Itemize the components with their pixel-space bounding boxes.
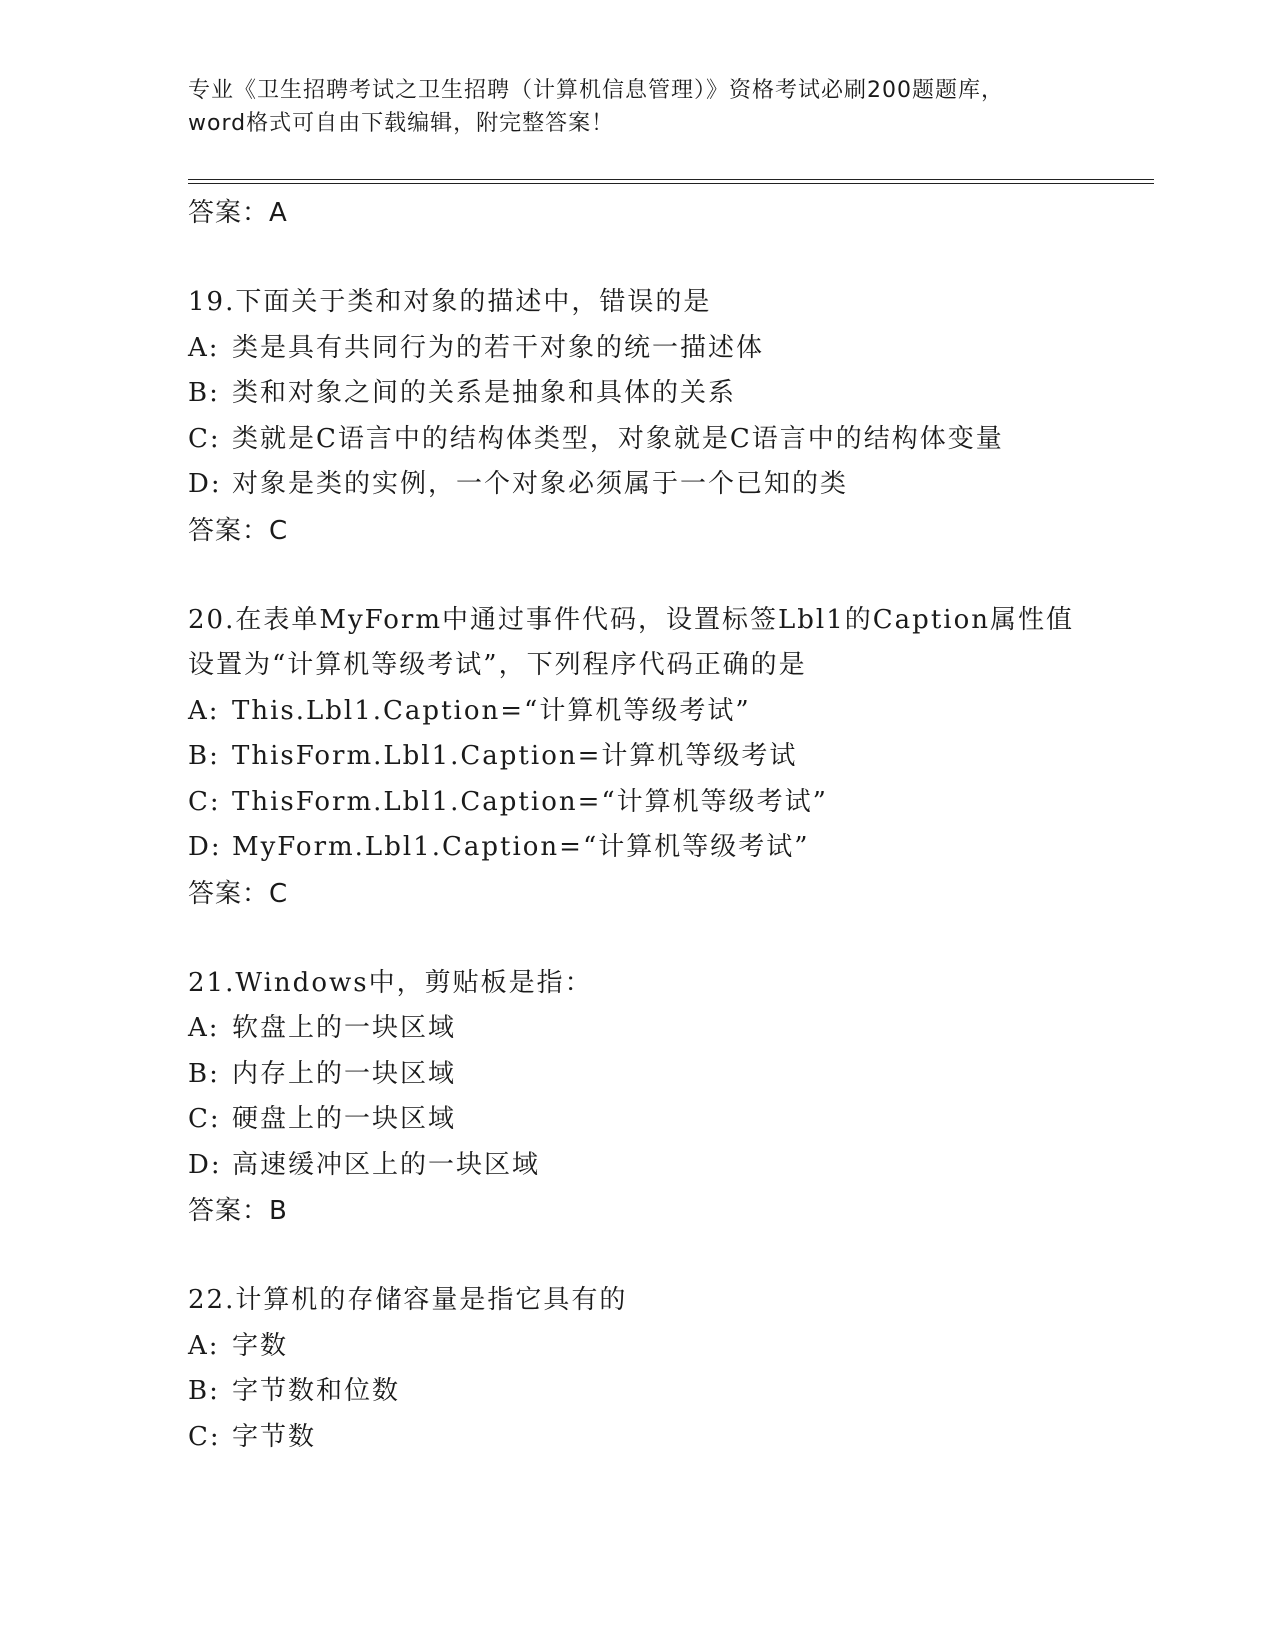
spacer: [188, 1234, 1168, 1278]
option-label: A:: [188, 695, 220, 726]
option-row: [188, 1415, 1168, 1461]
option-text: 对象是类的实例，一个对象必须属于一个已知的类: [232, 469, 849, 499]
option-label: C:: [188, 1104, 221, 1134]
header-divider-bottom: [188, 183, 1154, 184]
option-text: 字节数和位数: [232, 1376, 401, 1406]
option-row: [188, 1052, 1168, 1098]
question-block: [188, 598, 1168, 917]
option-text: 字节数: [232, 1421, 317, 1452]
option-label: A:: [188, 332, 220, 363]
option-row: [188, 1143, 1168, 1189]
question-stem: 19.下面关于类和对象的描述中，错误的是: [188, 287, 712, 317]
option-row: [188, 417, 1168, 463]
option-text: ThisForm.Lbl1.Caption=“计算机等级考试”: [232, 786, 828, 817]
document-header: [188, 74, 1088, 140]
option-label: B:: [188, 741, 220, 771]
option-label: C:: [188, 1421, 221, 1452]
option-row: [188, 780, 1168, 826]
question-block: [188, 961, 1168, 1235]
option-text: 高速缓冲区上的一块区域: [232, 1149, 541, 1180]
question-stem: 20.在表单MyForm中通过事件代码，设置标签Lbl1的Caption属性值: [188, 604, 1074, 635]
option-row: [188, 1369, 1168, 1415]
question-block: [188, 1278, 1168, 1460]
answer-line: 答案：B: [188, 1196, 288, 1226]
spacer: [188, 236, 1168, 280]
header-line-2: word格式可自由下载编辑，附完整答案！: [188, 111, 615, 136]
option-text: ThisForm.Lbl1.Caption=计算机等级考试: [232, 741, 798, 771]
option-row: [188, 1097, 1168, 1143]
question-stem: 21.Windows中，剪贴板是指：: [188, 967, 593, 998]
answer-line: 答案：C: [188, 515, 289, 546]
option-label: D:: [188, 469, 222, 499]
option-text: 类是具有共同行为的若干对象的统一描述体: [232, 332, 765, 363]
spacer: [188, 917, 1168, 961]
option-label: D:: [188, 832, 222, 862]
option-text: MyForm.Lbl1.Caption=“计算机等级考试”: [232, 832, 810, 862]
option-text: 内存上的一块区域: [232, 1058, 457, 1089]
spacer: [188, 554, 1168, 598]
option-label: C:: [188, 786, 221, 817]
option-text: 硬盘上的一块区域: [232, 1104, 457, 1134]
option-label: B:: [188, 378, 220, 408]
option-label: D:: [188, 1149, 222, 1180]
header-line-1: 专业《卫生招聘考试之卫生招聘（计算机信息管理）》资格考试必刷200题题库，: [188, 78, 1004, 103]
option-label: A:: [188, 1013, 220, 1043]
option-text: 字数: [232, 1330, 289, 1361]
option-row: [188, 371, 1168, 417]
option-text: 类就是C语言中的结构体类型，对象就是C语言中的结构体变量: [232, 423, 1004, 454]
question-block: [188, 280, 1168, 554]
option-row: [188, 825, 1168, 871]
option-text: 类和对象之间的关系是抽象和具体的关系: [232, 378, 737, 408]
option-row: [188, 734, 1168, 780]
option-row: [188, 689, 1168, 735]
option-label: C:: [188, 423, 221, 454]
option-label: B:: [188, 1376, 220, 1406]
question-stem-continued: 设置为“计算机等级考试”，下列程序代码正确的是: [188, 650, 807, 680]
answer-line: 答案：C: [188, 878, 289, 909]
question-stem: 22.计算机的存储容量是指它具有的: [188, 1285, 628, 1315]
option-row: [188, 1324, 1168, 1370]
option-text: 软盘上的一块区域: [232, 1013, 457, 1043]
option-label: A:: [188, 1330, 220, 1361]
option-row: [188, 462, 1168, 508]
option-row: [188, 1006, 1168, 1052]
header-divider-top: [188, 179, 1154, 180]
answer-line: 答案：A: [188, 198, 288, 228]
option-row: [188, 326, 1168, 372]
question-list: [188, 190, 1168, 1460]
option-label: B:: [188, 1058, 220, 1089]
option-text: This.Lbl1.Caption=“计算机等级考试”: [232, 695, 751, 726]
